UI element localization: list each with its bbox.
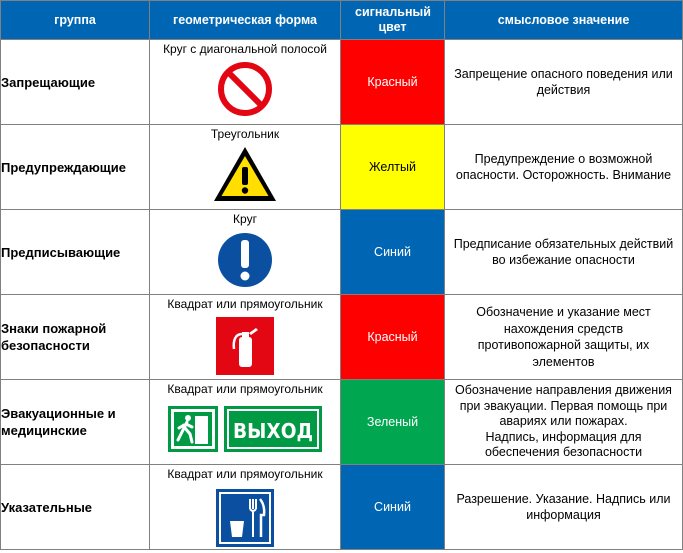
table-row — [1, 465, 683, 550]
header-color: сигнальный цвет — [341, 1, 445, 40]
shape-cell — [150, 295, 341, 380]
food-point-icon — [216, 489, 274, 547]
exit-sign-icon — [224, 406, 322, 452]
color-cell: Желтый — [341, 125, 445, 210]
meaning-line: противопожарной защиты, их — [477, 338, 650, 352]
meaning-cell — [445, 465, 683, 550]
fire-extinguisher-icon — [216, 317, 274, 375]
meaning-cell — [445, 125, 683, 210]
meaning-line: элементов — [532, 354, 595, 369]
meaning-line: обеспечения безопасности — [484, 445, 643, 460]
meaning-line: Запрещение опасного поведения или — [454, 66, 673, 81]
meaning-cell — [445, 295, 683, 380]
shape-label: Квадрат или прямоугольник — [167, 382, 323, 396]
color-cell: Красный — [341, 295, 445, 380]
meaning-line: авариях или пожарах. — [499, 414, 628, 429]
group-cell: Знаки пожарной безопасности — [1, 295, 150, 380]
meaning-line: Предупреждение о возможной — [474, 151, 653, 166]
shape-label: Круг — [233, 212, 257, 226]
group-cell: Указательные — [1, 465, 150, 550]
color-cell: Красный — [341, 40, 445, 125]
meaning-line: Обозначение и указание мест — [476, 305, 651, 319]
table-row — [1, 125, 683, 210]
exit-sign-text: ВЫХОД — [233, 419, 313, 443]
meaning-line: Надпись, информация для — [485, 429, 642, 444]
meaning-line: во избежание опасности — [492, 253, 635, 267]
meaning-cell — [445, 380, 683, 465]
meaning-line: Предписание обязательных действий — [453, 236, 674, 251]
meaning-line: нахождения средств — [503, 321, 624, 336]
header-row — [1, 1, 683, 40]
shape-cell — [150, 125, 341, 210]
group-cell: Запрещающие — [1, 40, 150, 125]
color-cell: Синий — [341, 210, 445, 295]
mandatory-circle-icon — [215, 230, 275, 290]
color-cell: Синий — [341, 465, 445, 550]
color-cell: Зеленый — [341, 380, 445, 465]
table-row — [1, 40, 683, 125]
meaning-line: Обозначение направления движения — [455, 383, 672, 398]
table-row — [1, 295, 683, 380]
shape-cell — [150, 380, 341, 465]
shape-cell — [150, 465, 341, 550]
shape-label: Квадрат или прямоугольник — [167, 297, 323, 311]
meaning-line: информация — [526, 508, 601, 522]
table-row — [1, 210, 683, 295]
warning-triangle-icon — [212, 145, 278, 203]
group-cell: Предписывающие — [1, 210, 150, 295]
shape-cell — [150, 210, 341, 295]
group-cell: Эвакуационные и медицинские — [1, 380, 150, 465]
meaning-line: опасности. Осторожность. Внимание — [455, 168, 672, 182]
header-meaning: смысловое значение — [445, 1, 683, 40]
meaning-cell — [445, 40, 683, 125]
group-cell: Предупреждающие — [1, 125, 150, 210]
shape-label: Треугольник — [210, 127, 280, 141]
shape-cell — [150, 40, 341, 125]
shape-label: Квадрат или прямоугольник — [167, 467, 323, 481]
shape-label: Круг с диагональной полосой — [163, 42, 327, 56]
meaning-line: при эвакуации. Первая помощь при — [459, 398, 668, 413]
meaning-line: Разрешение. Указание. Надпись или — [456, 491, 671, 506]
header-shape: геометрическая форма — [150, 1, 341, 40]
prohibition-sign-icon — [218, 62, 272, 116]
header-group: группа — [1, 1, 150, 40]
meaning-line: действия — [536, 83, 591, 97]
meaning-cell — [445, 210, 683, 295]
exit-running-man-icon — [168, 406, 218, 452]
table-row — [1, 380, 683, 465]
